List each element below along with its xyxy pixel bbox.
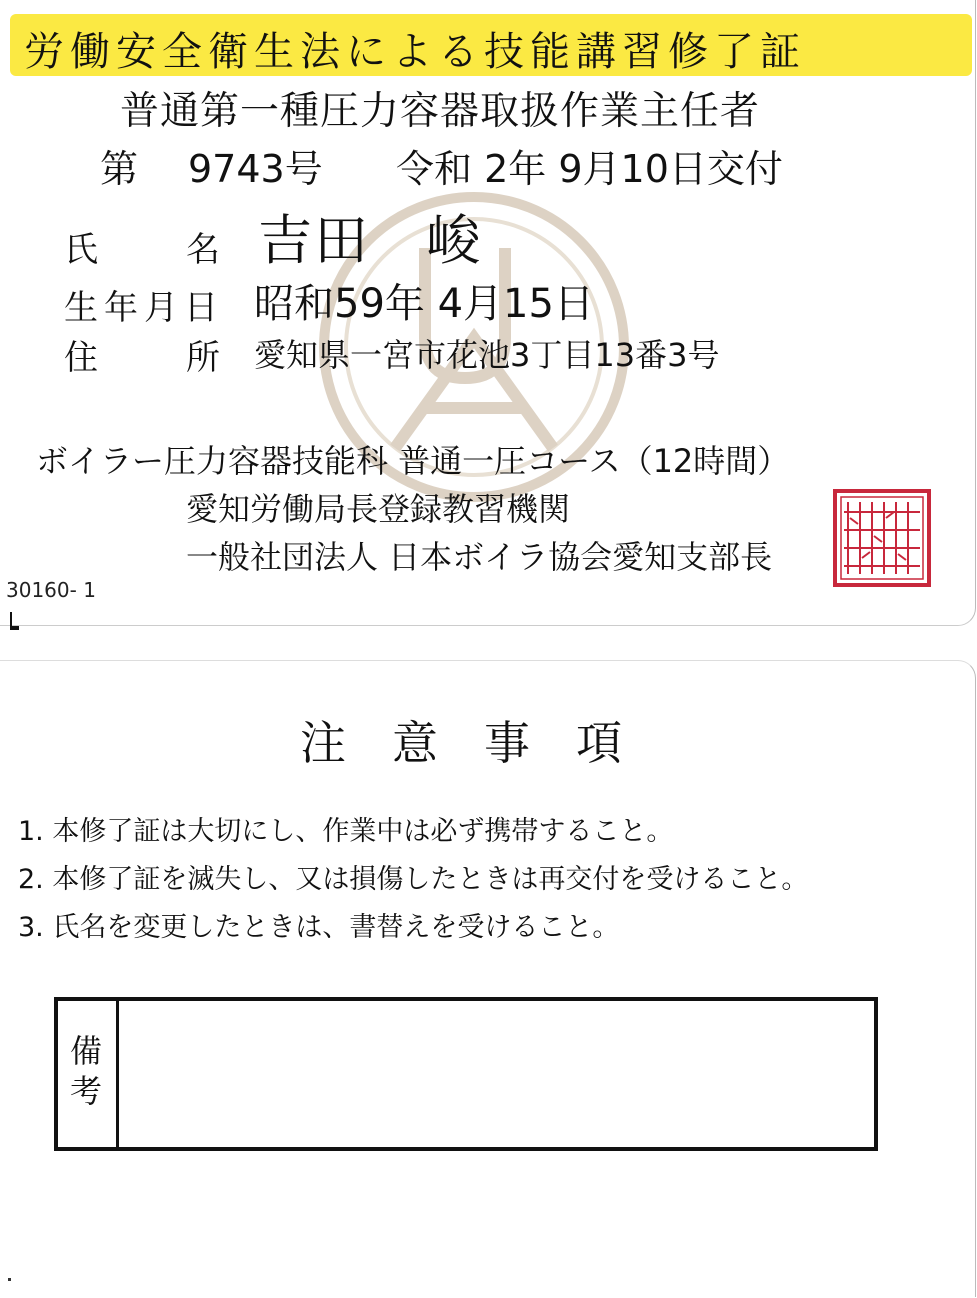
holder-address: 愛知県一宮市花池3丁目13番3号 [254, 336, 720, 374]
birth-date-label: 生年月日 [64, 288, 224, 328]
official-seal-icon [832, 488, 932, 588]
corner-dot [8, 1278, 11, 1281]
certificate-number: 9743号 [188, 147, 323, 191]
certificate-back [0, 660, 976, 1297]
remarks-field [119, 1001, 874, 1147]
certificate-front [0, 0, 976, 626]
address-label-second: 所 [186, 338, 220, 378]
name-label-first: 氏 [64, 230, 98, 270]
serial-number: 30160- 1 [6, 578, 96, 602]
training-institution: 愛知労働局長登録教習機関 [186, 490, 571, 528]
issuing-association: 一般社団法人 日本ボイラ協会愛知支部長 [186, 538, 773, 576]
banner-title: 労働安全衛生法による技能講習修了証 [24, 29, 806, 75]
name-label-second: 名 [186, 230, 220, 270]
address-label-first: 住 [64, 338, 98, 378]
issue-date: 令和 2年 9月10日交付 [396, 147, 783, 191]
remarks-box [54, 997, 878, 1151]
remarks-label: 備考 [70, 1032, 103, 1110]
holder-name: 吉田 峻 [258, 209, 482, 272]
notes-title: 注意事項 [300, 716, 668, 770]
note-item: 1. 本修了証は大切にし、作業中は必ず携帯すること。 [18, 816, 674, 847]
birth-date: 昭和59年 4月15日 [254, 281, 594, 327]
note-item: 3. 氏名を変更したときは、書替えを受けること。 [18, 912, 620, 943]
certificate-banner [10, 14, 972, 76]
corner-mark [10, 612, 19, 630]
course-name: ボイラー圧力容器技能科 普通一圧コース（12時間） [36, 442, 790, 480]
remarks-label-cell [58, 1001, 119, 1147]
number-label: 第 [100, 147, 139, 191]
note-item: 2. 本修了証を滅失し、又は損傷したときは再交付を受けること。 [18, 864, 809, 895]
qualification-title: 普通第一種圧力容器取扱作業主任者 [120, 89, 761, 134]
